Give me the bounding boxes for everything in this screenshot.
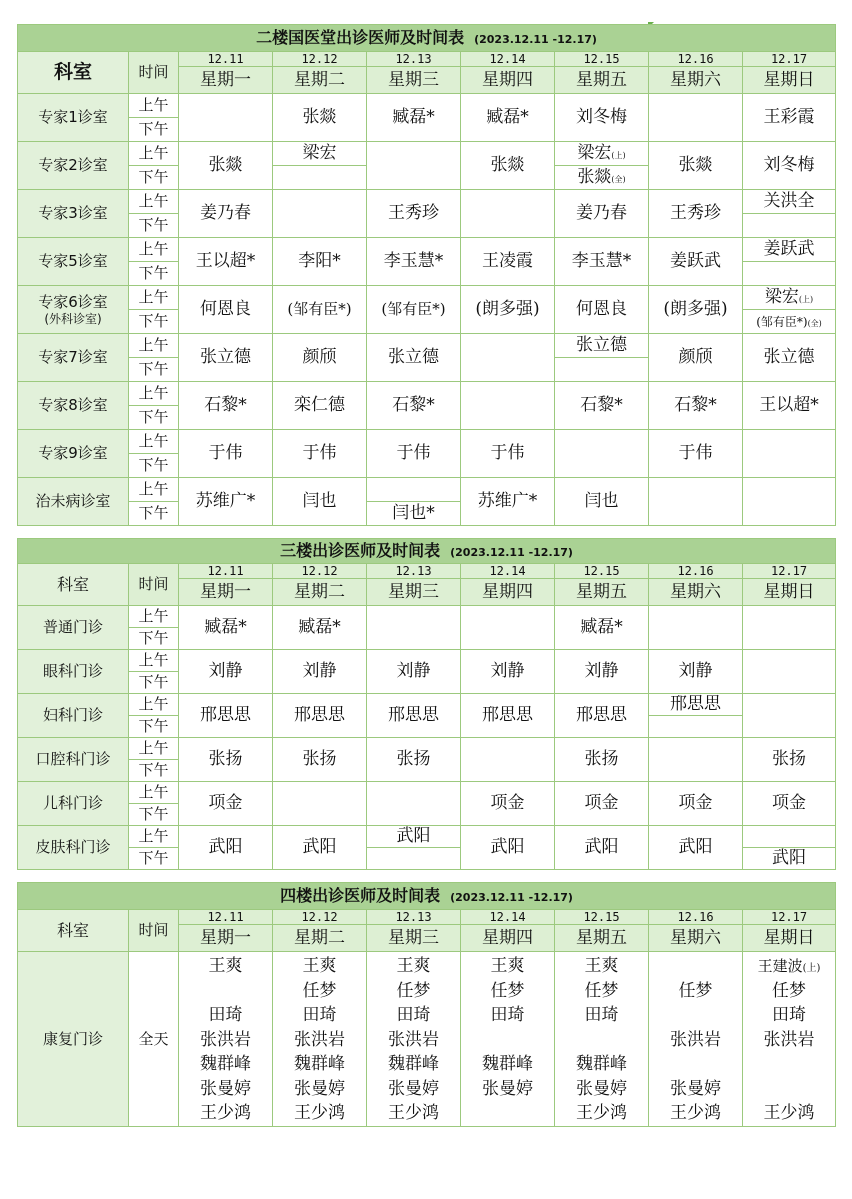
- title-text: 四楼出诊医师及时间表: [280, 886, 441, 905]
- doctor-cell: 王秀珍: [649, 190, 743, 238]
- doctor-name: 张洪岩: [763, 1029, 815, 1050]
- pm-label: 下午: [129, 214, 179, 238]
- doctor-cell-pm: 武阳: [743, 848, 836, 870]
- doctor-list-cell: [273, 952, 367, 1127]
- weekday-cell: 星期二: [273, 67, 367, 94]
- doctor-name: [649, 1052, 742, 1077]
- doctor-cell-am: [743, 826, 836, 848]
- date-cell: 12.17: [743, 910, 836, 925]
- date-cell: 12.16: [649, 910, 743, 925]
- doctor-cell-am: 关洪全: [743, 190, 836, 214]
- doctor-cell-am: 梁宏: [273, 142, 367, 166]
- doctor-cell: [649, 94, 743, 142]
- doctor-name: 任梦: [396, 980, 431, 1001]
- doctor-name: 任梦: [490, 980, 525, 1001]
- doctor-name: 梁宏: [764, 287, 799, 307]
- doctor-cell-pm: [743, 310, 836, 334]
- doctor-cell: 李玉慧*: [367, 238, 461, 286]
- doctor-cell: (邹有臣*): [367, 286, 461, 334]
- pm-label: 下午: [129, 672, 179, 694]
- dept-cell: 治未病诊室: [18, 478, 129, 526]
- date-cell: 12.11: [179, 564, 273, 579]
- doctor-name: 张洪岩: [200, 1029, 251, 1050]
- pm-label: 下午: [129, 454, 179, 478]
- doctor-cell: 李玉慧*: [555, 238, 649, 286]
- doctor-cell: 何恩良: [555, 286, 649, 334]
- pm-label: 下午: [129, 166, 179, 190]
- doctor-cell-pm: [273, 166, 367, 190]
- doctor-cell: 石黎*: [555, 382, 649, 430]
- pm-label: 下午: [129, 760, 179, 782]
- title-text: 二楼国医堂出诊医师及时间表: [256, 28, 465, 47]
- date-cell: 12.15: [555, 564, 649, 579]
- weekday-cell: 星期五: [555, 579, 649, 606]
- weekday-cell: 星期日: [743, 67, 836, 94]
- doctor-cell: [367, 606, 461, 650]
- dept-subname: (外科诊室): [44, 311, 102, 326]
- doctor-cell: 刘静: [367, 650, 461, 694]
- header-dept: 科室: [18, 564, 129, 606]
- doctor-cell: (邹有臣*): [273, 286, 367, 334]
- doctor-cell-pm: [743, 262, 836, 286]
- doctor-cell: 张燚: [649, 142, 743, 190]
- doctor-name: 王少鸿: [670, 1103, 721, 1123]
- doctor-cell: 王秀珍: [367, 190, 461, 238]
- doctor-name: 任梦: [678, 980, 713, 1001]
- date-cell: 12.11: [179, 52, 273, 67]
- doctor-name: 王少鸿: [763, 1103, 815, 1123]
- doctor-cell: 武阳: [461, 826, 555, 870]
- doctor-cell: 闫也: [273, 478, 367, 526]
- doctor-cell: 臧磊*: [273, 606, 367, 650]
- doctor-name: 王少鸿: [576, 1103, 627, 1123]
- doctor-cell: (朗多强): [649, 286, 743, 334]
- doctor-cell: 闫也: [555, 478, 649, 526]
- doctor-cell: 邢思思: [179, 694, 273, 738]
- doctor-cell: [743, 478, 836, 526]
- doctor-cell: 项金: [179, 782, 273, 826]
- weekday-cell: 星期一: [179, 579, 273, 606]
- doctor-name: 田琦: [490, 1005, 525, 1025]
- date-cell: 12.17: [743, 52, 836, 67]
- dept-cell: 眼科门诊: [18, 650, 129, 694]
- doctor-cell: [649, 606, 743, 650]
- pm-label: 下午: [129, 716, 179, 738]
- doctor-name: 任梦: [302, 980, 337, 1001]
- date-cell: 12.13: [367, 910, 461, 925]
- doctor-cell: 于伟: [273, 430, 367, 478]
- doctor-cell: [743, 650, 836, 694]
- doctor-cell: 于伟: [649, 430, 743, 478]
- doctor-cell: 于伟: [367, 430, 461, 478]
- dept-cell: 口腔科门诊: [18, 738, 129, 782]
- weekday-cell: 星期四: [461, 67, 555, 94]
- doctor-name: 张曼婷: [482, 1078, 533, 1099]
- doctor-cell: [649, 738, 743, 782]
- doctor-cell: 刘冬梅: [743, 142, 836, 190]
- dept-cell: 康复门诊: [18, 952, 129, 1127]
- doctor-cell: [743, 694, 836, 738]
- doctor-cell: 刘冬梅: [555, 94, 649, 142]
- doctor-name: 魏群峰: [482, 1054, 533, 1074]
- doctor-name: 任梦: [584, 980, 619, 1001]
- table-title: [18, 883, 836, 910]
- doctor-name: 张燚: [577, 167, 612, 187]
- date-cell: 12.13: [367, 52, 461, 67]
- doctor-name: 王少鸿: [200, 1103, 251, 1123]
- weekday-cell: 星期六: [649, 67, 743, 94]
- doctor-cell-am: [367, 478, 461, 502]
- doctor-cell: 张扬: [367, 738, 461, 782]
- doctor-name: [649, 954, 742, 979]
- doctor-cell: 颜颀: [273, 334, 367, 382]
- doctor-cell: 王彩霞: [743, 94, 836, 142]
- doctor-name: 田琦: [584, 1005, 619, 1025]
- dept-cell: 专家2诊室: [18, 142, 129, 190]
- doctor-cell: [367, 142, 461, 190]
- doctor-cell: [179, 94, 273, 142]
- doctor-cell: 姜乃春: [179, 190, 273, 238]
- doctor-name: 张曼婷: [388, 1078, 439, 1099]
- weekday-cell: 星期三: [367, 579, 461, 606]
- dept-cell: 专家3诊室: [18, 190, 129, 238]
- doctor-name: (邹有臣*): [756, 314, 808, 329]
- doctor-cell: 臧磊*: [555, 606, 649, 650]
- doctor-list-cell: [649, 952, 743, 1127]
- doctor-list-cell: [461, 952, 555, 1127]
- dept-cell: 妇科门诊: [18, 694, 129, 738]
- doctor-name: 田琦: [208, 1005, 243, 1025]
- doctor-cell: [743, 430, 836, 478]
- am-label: 上午: [129, 190, 179, 214]
- am-label: 上午: [129, 738, 179, 760]
- weekday-cell: 星期四: [461, 579, 555, 606]
- doctor-name: [461, 1028, 554, 1053]
- date-cell: 12.14: [461, 910, 555, 925]
- date-cell: 12.12: [273, 564, 367, 579]
- date-cell: 12.14: [461, 564, 555, 579]
- doctor-name: 魏群峰: [388, 1054, 439, 1074]
- doctor-cell: 张燚: [179, 142, 273, 190]
- doctor-cell: [461, 738, 555, 782]
- weekday-cell: 星期二: [273, 925, 367, 952]
- doctor-cell-am: 邢思思: [649, 694, 743, 716]
- am-label: 上午: [129, 430, 179, 454]
- weekday-cell: 星期一: [179, 67, 273, 94]
- doctor-cell: 王以超*: [743, 382, 836, 430]
- session-note: (全): [611, 175, 626, 184]
- doctor-cell: 张燚: [461, 142, 555, 190]
- doctor-cell-am: 姜跃武: [743, 238, 836, 262]
- doctor-name: [461, 1101, 554, 1126]
- pm-label: 下午: [129, 502, 179, 526]
- doctor-cell: 张立德: [743, 334, 836, 382]
- doctor-cell: 颜颀: [649, 334, 743, 382]
- session-note: (上): [611, 151, 626, 160]
- doctor-name: 张曼婷: [670, 1078, 721, 1099]
- am-label: 上午: [129, 94, 179, 118]
- dept-cell: [18, 286, 129, 334]
- dept-name: 专家6诊室: [38, 292, 108, 311]
- doctor-cell: (朗多强): [461, 286, 555, 334]
- doctor-name: 田琦: [302, 1005, 337, 1025]
- doctor-cell-pm: [555, 358, 649, 382]
- doctor-cell: 张扬: [179, 738, 273, 782]
- doctor-cell: 姜乃春: [555, 190, 649, 238]
- date-cell: 12.15: [555, 52, 649, 67]
- doctor-name: 张曼婷: [576, 1078, 627, 1099]
- doctor-cell: [461, 606, 555, 650]
- am-label: 上午: [129, 826, 179, 848]
- doctor-name: 王爽: [302, 956, 337, 976]
- doctor-cell: 于伟: [461, 430, 555, 478]
- am-label: 上午: [129, 238, 179, 262]
- weekday-cell: 星期三: [367, 925, 461, 952]
- am-label: 上午: [129, 782, 179, 804]
- doctor-cell: [273, 782, 367, 826]
- doctor-name: [179, 979, 272, 1004]
- doctor-list-cell: [367, 952, 461, 1127]
- doctor-cell: 邢思思: [273, 694, 367, 738]
- doctor-name: 王爽: [208, 956, 243, 976]
- doctor-cell: [649, 478, 743, 526]
- table-title: [18, 539, 836, 564]
- doctor-cell: 王以超*: [179, 238, 273, 286]
- weekday-cell: 星期六: [649, 925, 743, 952]
- date-cell: 12.14: [461, 52, 555, 67]
- pm-label: 下午: [129, 310, 179, 334]
- doctor-cell: 刘静: [649, 650, 743, 694]
- doctor-cell: 何恩良: [179, 286, 273, 334]
- pm-label: 下午: [129, 358, 179, 382]
- doctor-name: 王少鸿: [388, 1103, 439, 1123]
- dept-cell: 皮肤科门诊: [18, 826, 129, 870]
- session-note: (上): [798, 295, 814, 304]
- doctor-name: 张曼婷: [294, 1078, 345, 1099]
- table-title: [18, 25, 836, 52]
- weekday-cell: 星期一: [179, 925, 273, 952]
- pm-label: 下午: [129, 848, 179, 870]
- weekday-cell: 星期二: [273, 579, 367, 606]
- am-label: 上午: [129, 286, 179, 310]
- doctor-cell: 臧磊*: [461, 94, 555, 142]
- doctor-cell-pm: [649, 716, 743, 738]
- doctor-name: 王少鸿: [294, 1103, 345, 1123]
- date-cell: 12.11: [179, 910, 273, 925]
- doctor-cell: 项金: [743, 782, 836, 826]
- doctor-name: 田琦: [772, 1005, 807, 1025]
- pm-label: 下午: [129, 262, 179, 286]
- doctor-name: 张洪岩: [294, 1029, 345, 1050]
- doctor-cell: 项金: [461, 782, 555, 826]
- date-cell: 12.16: [649, 52, 743, 67]
- dept-cell: 专家8诊室: [18, 382, 129, 430]
- doctor-cell: 武阳: [555, 826, 649, 870]
- doctor-cell: 石黎*: [367, 382, 461, 430]
- date-cell: 12.16: [649, 564, 743, 579]
- weekday-cell: 星期四: [461, 925, 555, 952]
- doctor-cell: 刘静: [461, 650, 555, 694]
- doctor-name: [555, 1028, 648, 1053]
- doctor-cell-am: 张立德: [555, 334, 649, 358]
- doctor-cell: 武阳: [179, 826, 273, 870]
- doctor-cell-am: [555, 142, 649, 166]
- doctor-name: 王建波: [757, 957, 803, 975]
- doctor-list-cell: [179, 952, 273, 1127]
- doctor-name: 梁宏: [577, 143, 612, 163]
- doctor-name: [649, 1003, 742, 1028]
- am-label: 上午: [129, 650, 179, 672]
- doctor-name: 张洪岩: [670, 1029, 721, 1050]
- doctor-name: 王爽: [584, 956, 619, 976]
- header-dept: 科室: [18, 910, 129, 952]
- date-cell: 12.13: [367, 564, 461, 579]
- date-cell: 12.17: [743, 564, 836, 579]
- doctor-cell: 刘静: [179, 650, 273, 694]
- doctor-cell: [367, 782, 461, 826]
- doctor-cell: 刘静: [555, 650, 649, 694]
- doctor-cell-pm: [555, 166, 649, 190]
- doctor-cell-pm: [743, 214, 836, 238]
- doctor-cell: 苏维广*: [461, 478, 555, 526]
- header-time: 时间: [129, 564, 179, 606]
- doctor-list-cell: [743, 952, 836, 1127]
- date-range: (2023.12.11 -12.17): [450, 546, 573, 559]
- weekday-cell: 星期日: [743, 925, 836, 952]
- doctor-cell: 苏维广*: [179, 478, 273, 526]
- doctor-cell: 臧磊*: [179, 606, 273, 650]
- date-range: (2023.12.11 -12.17): [450, 891, 573, 904]
- doctor-cell: [555, 430, 649, 478]
- pm-label: 下午: [129, 628, 179, 650]
- am-label: 上午: [129, 694, 179, 716]
- doctor-cell: 项金: [555, 782, 649, 826]
- doctor-cell: 张扬: [273, 738, 367, 782]
- title-text: 三楼出诊医师及时间表: [280, 541, 441, 560]
- doctor-cell: 张扬: [743, 738, 836, 782]
- date-cell: 12.15: [555, 910, 649, 925]
- doctor-cell: 邢思思: [367, 694, 461, 738]
- doctor-cell-am: 武阳: [367, 826, 461, 848]
- am-label: 上午: [129, 334, 179, 358]
- dept-cell: 专家1诊室: [18, 94, 129, 142]
- date-cell: 12.12: [273, 910, 367, 925]
- header-time: 时间: [129, 910, 179, 952]
- header-dept: 科室: [18, 52, 129, 94]
- doctor-cell: 邢思思: [461, 694, 555, 738]
- pm-label: 下午: [129, 406, 179, 430]
- doctor-cell: [273, 190, 367, 238]
- date-cell: 12.12: [273, 52, 367, 67]
- am-label: 上午: [129, 478, 179, 502]
- floor2-schedule-table: [17, 24, 836, 526]
- weekday-cell: 星期五: [555, 67, 649, 94]
- doctor-cell: 张立德: [179, 334, 273, 382]
- doctor-cell: [743, 606, 836, 650]
- floor3-schedule-table: [17, 538, 836, 870]
- doctor-list-cell: [555, 952, 649, 1127]
- doctor-cell-pm: 闫也*: [367, 502, 461, 526]
- dept-cell: 专家5诊室: [18, 238, 129, 286]
- dept-cell: 专家9诊室: [18, 430, 129, 478]
- doctor-cell: 张燚: [273, 94, 367, 142]
- doctor-cell: 臧磊*: [367, 94, 461, 142]
- doctor-name: 魏群峰: [200, 1054, 251, 1074]
- weekday-cell: 星期日: [743, 579, 836, 606]
- am-label: 上午: [129, 606, 179, 628]
- am-label: 上午: [129, 382, 179, 406]
- doctor-name: 任梦: [772, 980, 807, 1001]
- weekday-cell: 星期六: [649, 579, 743, 606]
- doctor-cell-pm: [367, 848, 461, 870]
- session-note: (全): [807, 318, 822, 328]
- dept-cell: 儿科门诊: [18, 782, 129, 826]
- doctor-cell: 邢思思: [555, 694, 649, 738]
- dept-cell: 普通门诊: [18, 606, 129, 650]
- weekday-cell: 星期五: [555, 925, 649, 952]
- doctor-cell: 李阳*: [273, 238, 367, 286]
- doctor-name-with-note: [743, 954, 835, 979]
- pm-label: 下午: [129, 804, 179, 826]
- doctor-name: 王爽: [490, 956, 525, 976]
- doctor-cell: 姜跃武: [649, 238, 743, 286]
- doctor-cell: 武阳: [649, 826, 743, 870]
- doctor-cell: 石黎*: [179, 382, 273, 430]
- doctor-name: [743, 1052, 835, 1077]
- doctor-cell: 刘静: [273, 650, 367, 694]
- weekday-cell: 星期三: [367, 67, 461, 94]
- doctor-name: 魏群峰: [576, 1054, 627, 1074]
- doctor-cell: 武阳: [273, 826, 367, 870]
- pm-label: 下午: [129, 118, 179, 142]
- doctor-cell: [461, 334, 555, 382]
- doctor-name: 张洪岩: [388, 1029, 439, 1050]
- doctor-cell: 张立德: [367, 334, 461, 382]
- session-note: (上): [802, 963, 821, 974]
- doctor-name: 王爽: [396, 956, 431, 976]
- doctor-name: 张曼婷: [200, 1078, 251, 1099]
- doctor-cell-am: [743, 286, 836, 310]
- doctor-cell: 王凌霞: [461, 238, 555, 286]
- header-time: 时间: [129, 52, 179, 94]
- doctor-cell: 栾仁德: [273, 382, 367, 430]
- am-label: 上午: [129, 142, 179, 166]
- doctor-cell: 石黎*: [649, 382, 743, 430]
- doctor-cell: 项金: [649, 782, 743, 826]
- doctor-cell: 于伟: [179, 430, 273, 478]
- dept-cell: 专家7诊室: [18, 334, 129, 382]
- date-range: (2023.12.11 -12.17): [474, 33, 597, 46]
- doctor-cell: [461, 382, 555, 430]
- doctor-cell: [461, 190, 555, 238]
- floor4-schedule-table: [17, 882, 836, 1127]
- doctor-name: 魏群峰: [294, 1054, 345, 1074]
- doctor-name: [743, 1077, 835, 1102]
- doctor-name: 田琦: [396, 1005, 431, 1025]
- time-cell: 全天: [129, 952, 179, 1127]
- doctor-cell: 张扬: [555, 738, 649, 782]
